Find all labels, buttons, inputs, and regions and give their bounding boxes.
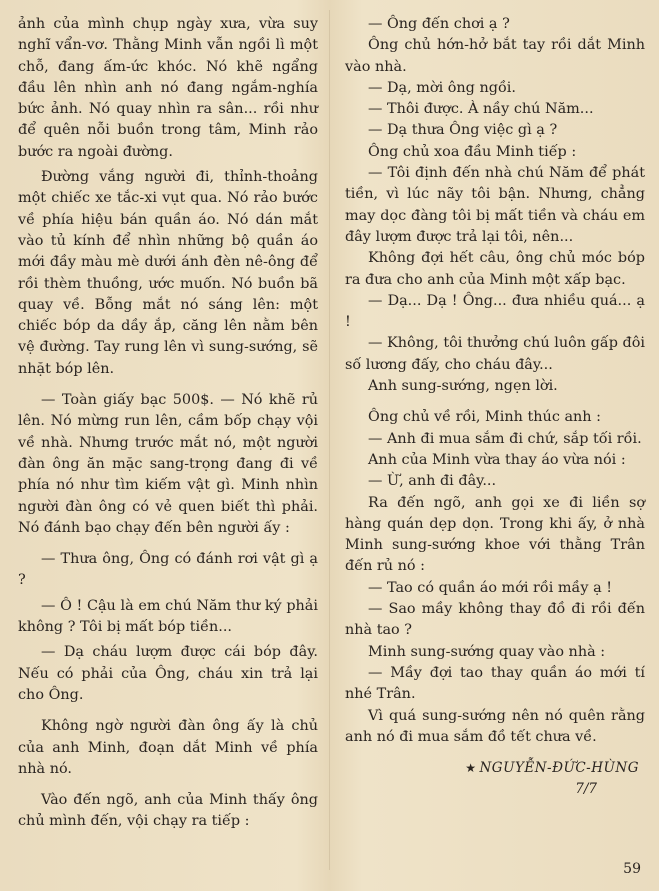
paragraph: Không đợi hết câu, ông chủ móc bóp ra đưa cho anh của Minh một xấp bạc. <box>345 250 645 288</box>
paragraph: Anh của Minh vừa thay áo vừa nói : <box>368 451 626 468</box>
dialogue-line: — Mầy đợi tao thay quần áo mới tí nhé Trân. <box>345 664 645 703</box>
dialogue-line: — Anh đi mua sắm đi chứ, sắp tối rồi. <box>368 430 642 447</box>
paragraph: Vào đến ngõ, anh của Minh thấy ông chủ mình đến, vội chạy ra tiếp : <box>18 792 318 830</box>
dialogue-line: — Ông đến chơi ạ ? <box>368 16 510 32</box>
paragraph: Ông chủ hớn-hở bắt tay rồi dắt Minh vào nhà. <box>345 37 645 75</box>
dialogue-line: — Dạ cháu lượm được cái bóp đây. Nếu có phải của Ông, cháu xin trả lại cho Ông. <box>18 644 318 703</box>
paragraph: Ông chủ về rồi, Minh thúc anh : <box>368 409 601 426</box>
author-name: NGUYỄN-ĐỨC-HÙNG <box>479 760 639 777</box>
dialogue-line: — Sao mầy không thay đồ đi rồi đến nhà tao ? <box>345 601 645 639</box>
dialogue-line: — Ô ! Cậu là em chú Năm thư ký phải không ? Tôi bị mất bóp tiền... <box>18 597 318 636</box>
column-divider <box>329 10 330 870</box>
paragraph: Ông chủ xoa đầu Minh tiếp : <box>368 143 577 160</box>
signature-date: 7/7 <box>575 781 597 798</box>
dialogue-line: — Tao có quần áo mới rồi mầy ạ ! <box>368 579 613 596</box>
dialogue-line: — Thôi được. À nầy chú Năm... <box>368 101 594 118</box>
dialogue-line: — Không, tôi thưởng chú luôn gấp đôi số lương đấy, cho cháu đây... <box>345 335 645 373</box>
paragraph: Minh sung-sướng quay vào nhà : <box>368 643 606 660</box>
right-column <box>345 14 645 801</box>
paragraph: — Toàn giấy bạc 500$. — Nó khẽ rủ lên. Nó mừng run lên, cầm bốp chạy vội về nhà. Nhưng trước mắt nó, một người đàn ông ăn mặc sang-trọng đang đi về phía nó như tìm kiếm vật gì. Minh nhìn người đàn ông có vẻ quen biết thì phải. Nó đánh bạo chạy đến bên người ấy : <box>18 392 318 536</box>
dialogue-line: — Tôi định đến nhà chú Năm để phát tiền, vì lúc nãy tôi bận. Nhưng, chẳng may dọc đàng tôi bị mất tiền và cháu em đây lượm được trả lại tôi, nên... <box>345 165 645 245</box>
dialogue-line: — Ừ, anh đi đây... <box>368 473 497 490</box>
paragraph: Ra đến ngõ, anh gọi xe đi liền sợ hàng quán dẹp dọn. Trong khi ấy, ở nhà Minh sung-sướng khoe với thằng Trân đến rủ nó : <box>345 494 645 575</box>
paragraph: Đường vắng người đi, thỉnh-thoảng một chiếc xe tắc-xi vụt qua. Nó rảo bước về phía hiệu bán quần áo. Nó dán mắt vào tủ kính để nhìn những bộ quần áo mới đầy màu mè dưới ánh đèn nê-ông để rồi thèm thuồng, ước muốn. Nó buồn bã quay về. Bỗng mắt nó sáng lên: một chiếc bóp da dầy ắp, căng lên nằm bên vệ đường. Tay rung lên vì sung-sướng, sẽ nhặt bóp lên. <box>18 169 318 377</box>
paragraph: ảnh của mình chụp ngày xưa, vừa suy nghĩ vẩn-vơ. Thằng Minh vẫn ngồi lì một chỗ, đang ấm-ức khóc. Nó khẽ ngẩng đầu lên nhìn anh nó đang ngắm-nghía bức ảnh. Nó quay nhìn ra sân... rồi như để quên nỗi buồn trong tâm, Minh rảo bước ra ngoài đường. <box>18 16 318 160</box>
left-column <box>18 14 318 833</box>
star-icon: ★ <box>465 761 477 776</box>
author-signature <box>345 758 645 779</box>
page-number: 59 <box>623 861 641 877</box>
dialogue-line: — Thưa ông, Ông có đánh rơi vật gì ạ ? <box>18 551 318 589</box>
paragraph: Anh sung-sướng, ngẹn lời. <box>368 378 558 395</box>
dialogue-line: — Dạ... Dạ ! Ông... đưa nhiều quá... ạ ! <box>345 292 645 331</box>
dialogue-line: — Dạ, mời ông ngồi. <box>368 79 516 96</box>
paragraph: Vì quá sung-sướng nên nó quên rằng anh nó đi mua sắm đồ tết chưa về. <box>345 707 645 745</box>
paragraph: Không ngờ người đàn ông ấy là chủ của anh Minh, đoạn dắt Minh về phía nhà nó. <box>18 718 318 777</box>
dialogue-line: — Dạ thưa Ông việc gì ạ ? <box>368 122 558 139</box>
